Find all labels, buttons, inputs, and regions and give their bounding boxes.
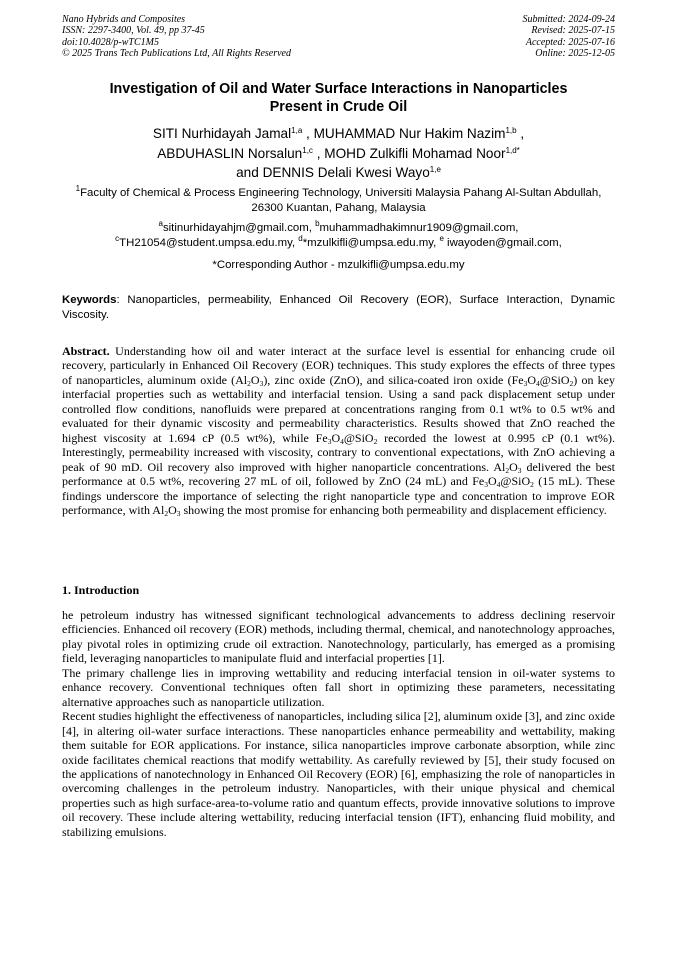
author-affiliation-mark: 1,a	[291, 126, 303, 135]
affiliation-number: 1	[75, 184, 81, 193]
author-separator: ,	[516, 126, 525, 141]
email-address: TH21054@student.umpsa.edu.my,	[119, 237, 299, 249]
email-mark: e	[439, 234, 444, 243]
abstract-text: O	[527, 372, 537, 387]
journal-name: Nano Hybrids and Composites	[62, 14, 186, 25]
author-affiliation-mark: 1,b	[505, 126, 517, 135]
date-accepted: Accepted: 2025-07-16	[525, 36, 615, 48]
keywords	[62, 293, 615, 322]
author-emails	[62, 221, 615, 251]
keywords-text: : Nanoparticles, permeability, Enhanced Oil Recovery (EOR), Surface Interaction, Dynamic Viscosity.	[62, 294, 615, 321]
journal-header-right	[523, 14, 616, 60]
paragraph: Recent studies highlight the effectiveness of nanoparticles, including silica [2], aluminum oxide [3], and zinc oxide [4], in altering oil-water surface interactions. These nanoparticles enhance permeability and wettability, making them suitable for EOR applications. For instance, silica nanoparticles improve carbonate absorption, while zinc oxide facilitates chemical reactions that modify wettability. As carefully reviewed by [5], their study focused on the applications of nanotechnology in Enhanced Oil Recovery (EOR) [6], emphasizing the role of nanoparticles in overcoming challenges in the petroleum industry. Nanoparticles, with their unique physical and chemical properties such as high surface-area-to-volume ratio and quantum effects, provide innovative solutions to improve oil recovery. These include altering wettability, reducing interfacial tension (IFT), enhancing fluid mobility, and stabilizing emulsions.	[62, 709, 615, 839]
author-line-1	[62, 124, 615, 144]
author-name: MOHD Zulkifli Mohamad Noor	[324, 145, 506, 161]
introduction-body	[62, 608, 615, 839]
journal-issn: ISSN: 2297-3400, Vol. 49, pp 37-45	[62, 25, 205, 37]
abstract-text: showing the most promise for enhancing both permeability and displacement efficiency.	[180, 502, 607, 517]
email-line-2	[62, 236, 615, 251]
author-affiliation-mark: 1,d*	[505, 145, 520, 155]
author-separator: ,	[312, 145, 325, 161]
paragraph: The primary challenge lies in improving wettability and reducing interfacial tension in oil-water systems to enhance recovery. Conventional techniques often fall short in optimizing these parameters, necessitating alternative approaches such as nanoparticle utilization.	[62, 665, 615, 709]
section-heading-introduction: 1. Introduction	[62, 583, 140, 597]
keywords-label: Keywords	[62, 294, 117, 306]
subscript: 3	[176, 508, 181, 518]
email-address: muhammadhakimnur1909@gmail.com,	[319, 222, 519, 234]
abstract-text: ) on key interfacial properties such as wettability and interfacial tension. Using a sand pack displacement setup under controlled flow conditions, nanofluids were prepared at concentrations ranging from 0.1 wt% to 0.5 wt% and evaluated for their dynamic viscosity and permeability characteristics. Results showed that ZnO reached the highest viscosity at 1.694 cP (0.5 wt%), while Fe	[62, 372, 615, 445]
subscript: 3	[327, 436, 332, 446]
abstract-text: @SiO	[343, 430, 374, 445]
affiliation-text: Faculty of Chemical & Process Engineering Technology, Universiti Malaysia Pahang Al-Sultan Abdullah, 26300 Kuantan, Pahang, Malaysia	[80, 187, 602, 214]
abstract-text: Understanding how oil and water interact at the surface level is essential for enhancing crude oil recovery, particularly in Enhanced Oil Recovery (EOR) techniques. This study explores the effects of three types of nanoparticles, aluminum oxide (Al	[62, 344, 615, 387]
abstract-label: Abstract.	[62, 344, 110, 358]
subscript: 3	[523, 378, 528, 388]
abstract-text: O	[509, 459, 518, 474]
date-online: Online: 2025-12-05	[535, 48, 615, 60]
subscript: 3	[259, 378, 264, 388]
email-address: sitinurhidayahjm@gmail.com,	[162, 222, 316, 234]
date-submitted: Submitted: 2024-09-24	[522, 14, 615, 25]
paper-title-line-2: Present in Crude Oil	[269, 99, 408, 115]
affiliation	[62, 186, 615, 216]
abstract-text: @SiO	[539, 372, 570, 387]
author-separator: ,	[302, 126, 314, 141]
paper-title-line-1: Investigation of Oil and Water Surface Interactions in Nanoparticles	[109, 81, 568, 97]
author-line-3	[62, 163, 615, 183]
author-name: SITI Nurhidayah Jamal	[152, 126, 292, 141]
author-conjunction: and	[236, 165, 263, 180]
email-address: iwayoden@gmail.com,	[443, 237, 562, 249]
subscript: 3	[517, 465, 522, 475]
abstract-text: (15 mL). These findings underscore the importance of selecting the right nanoparticle type and concentration to improve EOR performance, with Al	[62, 474, 616, 517]
subscript: 2	[373, 436, 378, 446]
author-name: MUHAMMAD Nur Hakim Nazim	[313, 126, 506, 141]
journal-copyright: © 2025 Trans Tech Publications Ltd, All Rights Reserved	[62, 48, 291, 60]
email-mark: a	[158, 219, 163, 228]
corresponding-author: *Corresponding Author - mzulkifli@umpsa.edu.my	[212, 259, 465, 271]
abstract-text: @SiO	[500, 474, 531, 489]
abstract	[62, 344, 615, 517]
email-address: *mzulkifli@umpsa.edu.my,	[302, 237, 440, 249]
email-mark: d	[298, 234, 303, 243]
email-mark: c	[115, 234, 120, 243]
email-mark: b	[315, 219, 320, 228]
subscript: 2	[164, 508, 169, 518]
subscript: 2	[530, 480, 534, 490]
subscript: 4	[536, 378, 540, 388]
subscript: 3	[484, 480, 488, 490]
email-line-1	[62, 221, 615, 236]
subscript: 4	[340, 436, 344, 446]
abstract-text: O	[250, 372, 260, 387]
abstract-text: delivered the best performance at 0.5 wt%, recovering 27 mL of oil, followed by ZnO (24 mL) and Fe	[62, 459, 615, 489]
subscript: 2	[569, 378, 574, 388]
author-line-2	[62, 144, 615, 164]
abstract-text: recorded the lowest at 0.995 cP (0.1 wt%). Interestingly, permeability increased with viscosity, contrary to conventional expectations, with ZnO achieving a peak of 90 mD. Oil recovery also improved with higher nanoparticle concentrations. Al	[62, 430, 615, 474]
abstract-text: O	[168, 502, 177, 517]
author-affiliation-mark: 1,e	[429, 165, 441, 174]
journal-header-left	[62, 14, 291, 60]
subscript: 2	[247, 378, 251, 388]
author-name: ABDUHASLIN Norsalun	[157, 145, 303, 161]
journal-doi: doi:10.4028/p-wTC1M5	[62, 36, 159, 48]
author-affiliation-mark: 1,c	[302, 145, 313, 155]
author-name: DENNIS Delali Kwesi Wayo	[262, 165, 430, 180]
date-revised: Revised: 2025-07-15	[531, 25, 615, 37]
subscript: 2	[505, 465, 510, 475]
abstract-text: O	[331, 430, 341, 445]
subscript: 4	[496, 480, 501, 490]
abstract-text: ), zinc oxide (ZnO), and silica-coated iron oxide (Fe	[263, 372, 524, 387]
paragraph: he petroleum industry has witnessed significant technological advancements to address declining reservoir efficiencies. Enhanced oil recovery (EOR) methods, including thermal, chemical, and nanotechnology approaches, play pivotal roles in optimizing crude oil extraction. Nanotechnology, particularly, has emerged as a promising field, leveraging nanoparticles to manipulate fluid and interfacial properties [1].	[62, 608, 615, 666]
abstract-text: O	[487, 474, 497, 489]
author-list	[62, 124, 615, 183]
paper-title	[62, 80, 615, 116]
